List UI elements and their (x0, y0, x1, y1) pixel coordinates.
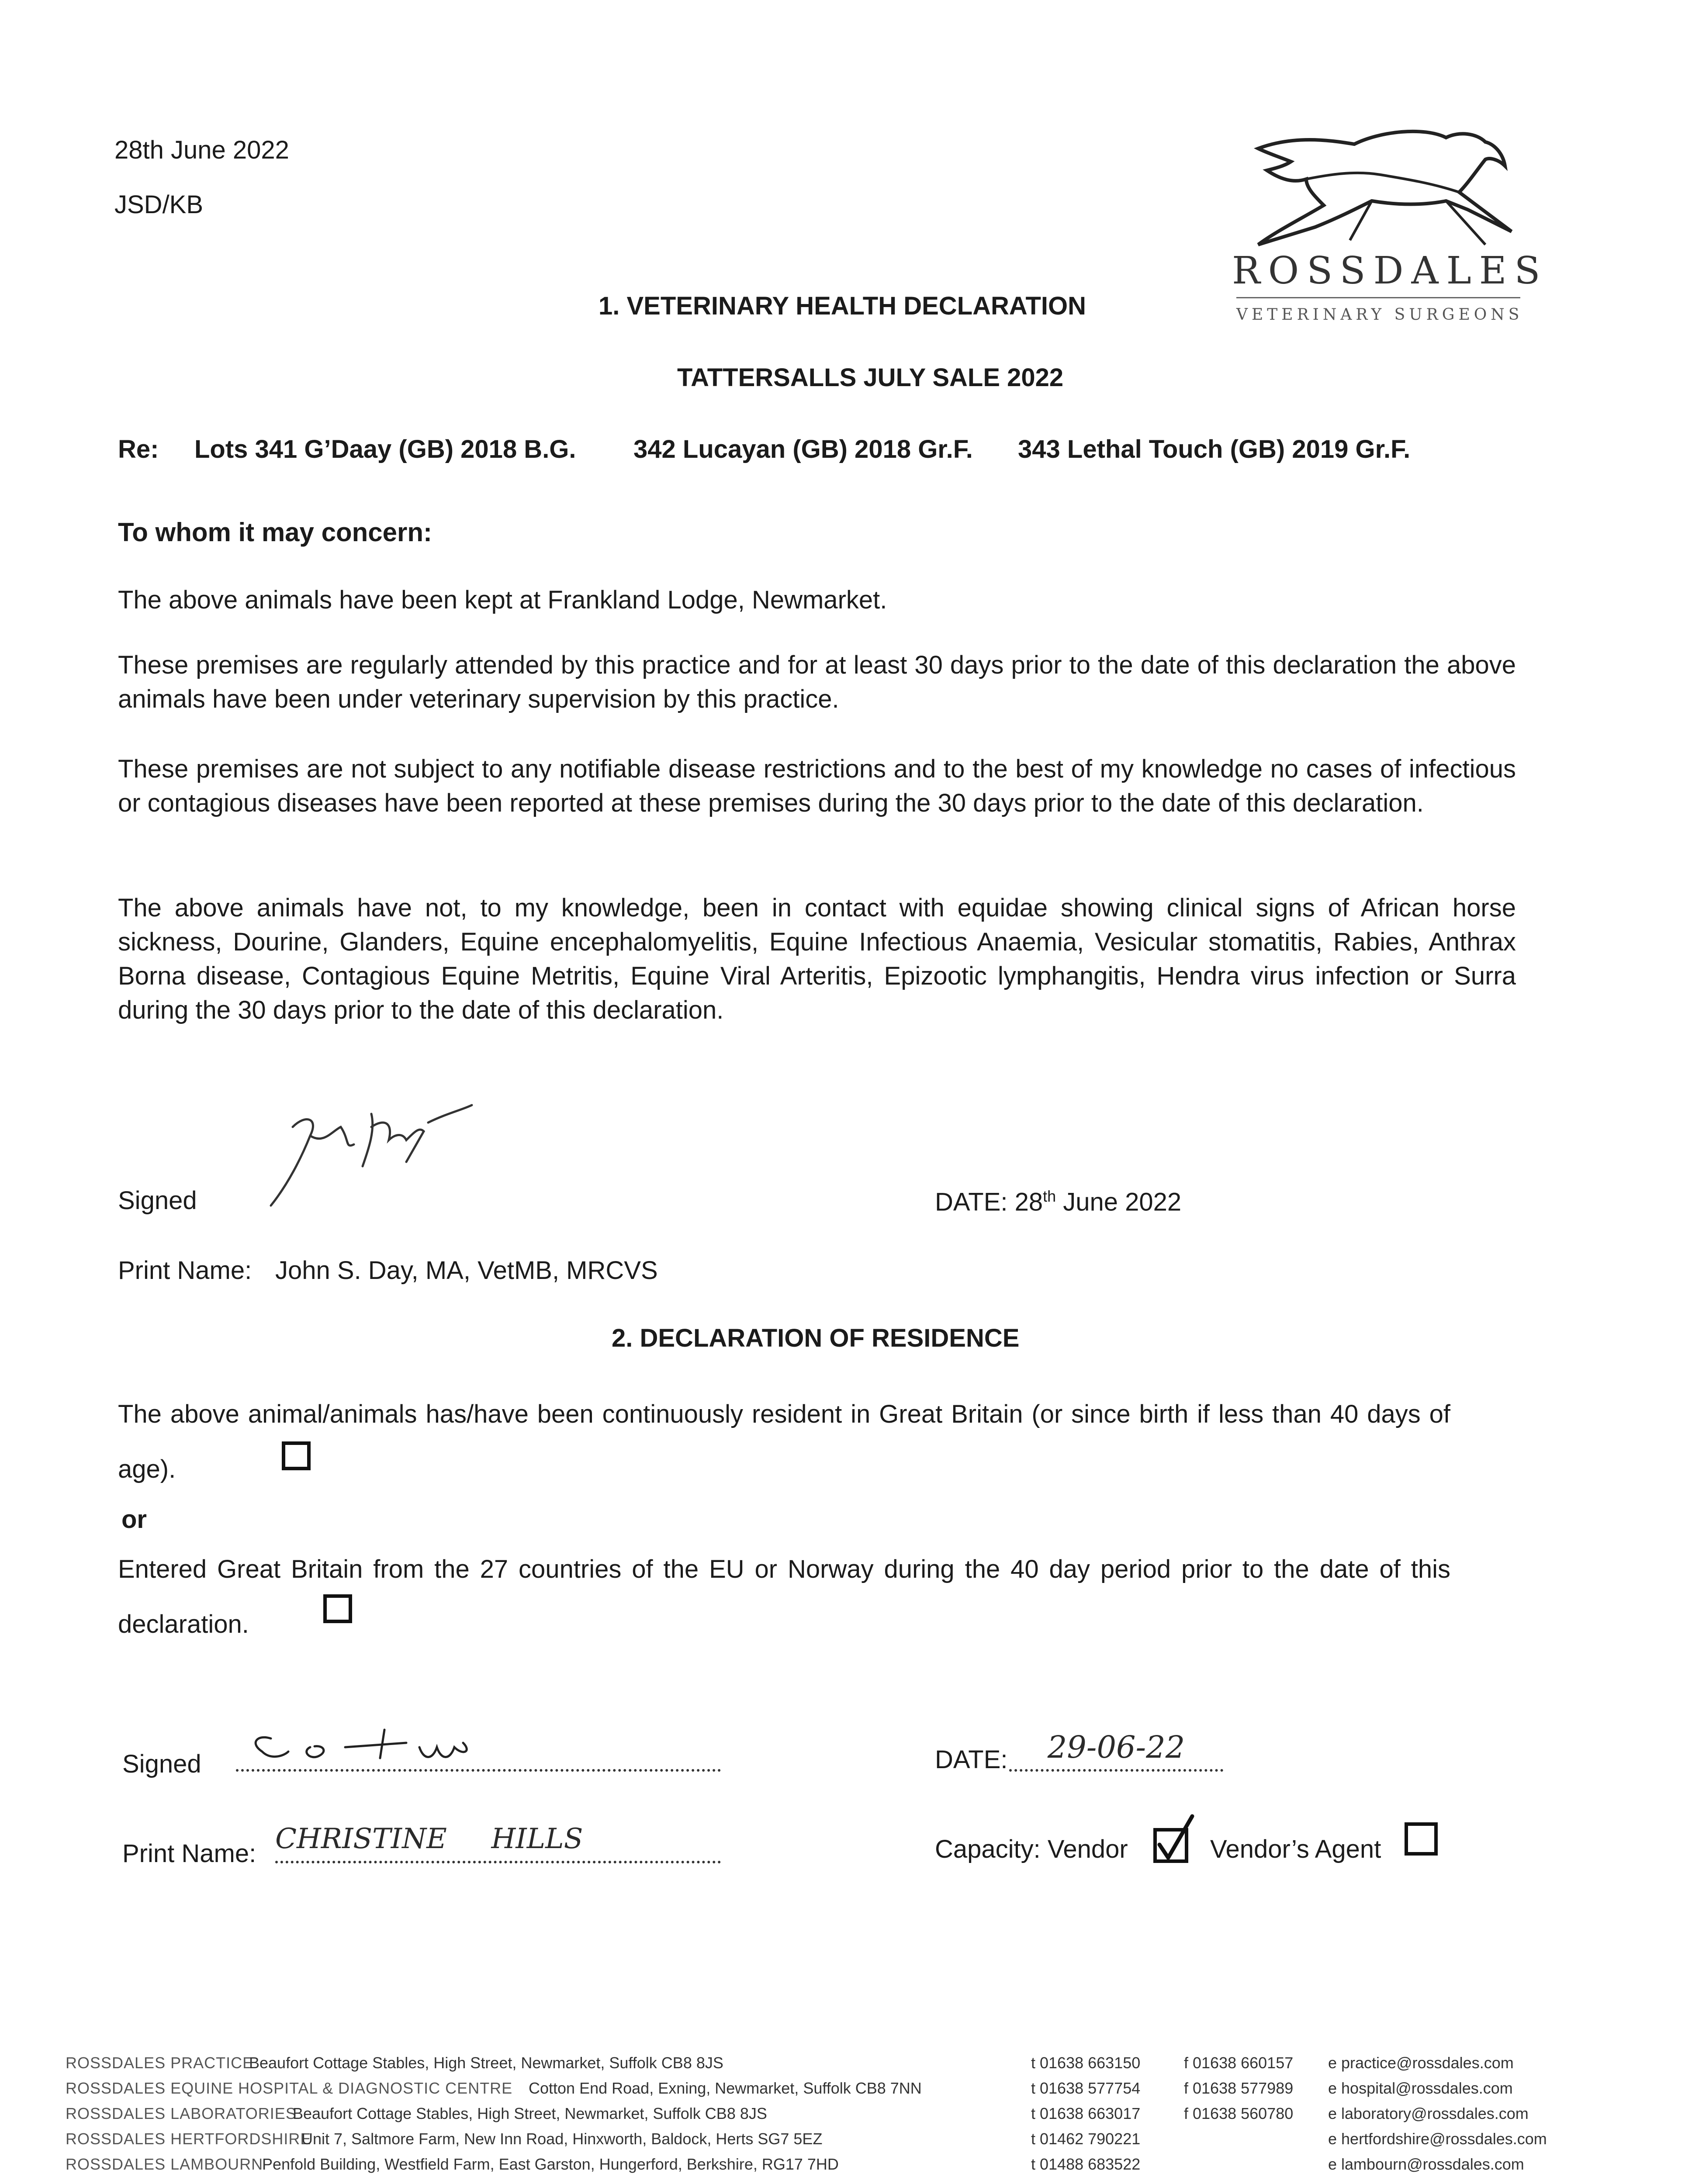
section2-title: 2. DECLARATION OF RESIDENCE (612, 1324, 1020, 1352)
footer-row-laboratories (66, 2105, 1660, 2129)
paragraph-contact: The above animals have not, to my knowledge, been in contact with equidae showing clinical signs of African horse sickness, Dourine, Glanders, Equine encephalomyelitis, Equine Infectious Anaemia, Vesicular stomatitis, Rabies, Anthrax Borna disease, Contagious Equine Metritis, Equine Viral Arteritis, Epizootic lymphangitis, Hendra virus infection or Surra during the 30 days prior to the date of this declaration. (118, 894, 1516, 1024)
vendor-print-name-value[interactable]: CHRISTINE HILLS (275, 1817, 721, 1863)
salutation: To whom it may concern: (118, 518, 432, 547)
checkmark-icon (1155, 1814, 1194, 1862)
capacity-vendor-label: Capacity: Vendor (935, 1835, 1128, 1863)
vendor-signature-line (236, 1721, 721, 1772)
footer-row-hospital (66, 2079, 1660, 2104)
rossdales-logo (1223, 118, 1548, 345)
vendor-signature-icon (236, 1721, 629, 1769)
footer-row-lambourn (66, 2155, 1660, 2180)
footer-practice-address: Beaufort Cottage Stables, High Street, Newmarket, Suffolk CB8 8JS (249, 2054, 723, 2072)
logo-name: ROSSDALES (1232, 249, 1548, 293)
footer-laboratories-name: ROSSDALES LABORATORIES (66, 2105, 297, 2122)
paragraph-supervision: These premises are regularly attended by this practice and for at least 30 days prior to the date of this declaration the above animals have been under veterinary supervision by this practice. (118, 651, 1516, 713)
footer-row-practice (66, 2054, 1660, 2078)
or-label: or (121, 1505, 147, 1534)
print-name-label: Print Name: (118, 1256, 252, 1285)
vet-signature-icon (262, 1088, 533, 1210)
paragraph-premises: The above animals have been kept at Frankland Lodge, Newmarket. (118, 586, 887, 614)
print-name-label-2: Print Name: (122, 1839, 256, 1868)
signed-label-2: Signed (122, 1750, 201, 1778)
residence-option-1-checkbox[interactable] (282, 1441, 311, 1470)
footer-hospital-name: ROSSDALES EQUINE HOSPITAL & DIAGNOSTIC CENTRE (66, 2079, 513, 2097)
lot-343: 343 Lethal Touch (GB) 2019 Gr.F. (1018, 435, 1411, 463)
section1-subtitle: TATTERSALLS JULY SALE 2022 (677, 363, 1064, 392)
residence-option-1 (118, 1387, 1450, 1497)
lot-341: Lots 341 G’Daay (GB) 2018 B.G. (194, 435, 576, 463)
footer-lambourn-name: ROSSDALES LAMBOURN (66, 2155, 263, 2173)
logo-tagline: VETERINARY SURGEONS (1236, 306, 1523, 324)
galloping-horse-logo-icon (1241, 118, 1520, 249)
footer-lambourn-email[interactable]: e lambourn@rossdales.com (1328, 2155, 1524, 2173)
date-main: DATE: 28 (935, 1188, 1043, 1216)
footer-hertfordshire-email[interactable]: e hertfordshire@rossdales.com (1328, 2130, 1547, 2148)
footer-hospital-tel: t 01638 577754 (1031, 2079, 1141, 2097)
residence-option-2-text: Entered Great Britain from the 27 countries of the EU or Norway during the 40 day period prior to the date of this declaration. (118, 1555, 1450, 1638)
letter-reference: JSD/KB (114, 190, 204, 219)
section1-title: 1. VETERINARY HEALTH DECLARATION (599, 292, 1086, 320)
letter-date: 28th June 2022 (114, 136, 289, 164)
footer-practice-email[interactable]: e practice@rossdales.com (1328, 2054, 1514, 2072)
footer-hospital-email[interactable]: e hospital@rossdales.com (1328, 2079, 1513, 2097)
date-superscript: th (1043, 1187, 1056, 1205)
re-label: Re: (118, 435, 159, 463)
footer-laboratories-fax: f 01638 560780 (1184, 2105, 1294, 2122)
footer-lambourn-tel: t 01488 683522 (1031, 2155, 1141, 2173)
residence-option-2 (118, 1542, 1450, 1652)
footer-practice-tel: t 01638 663150 (1031, 2054, 1141, 2072)
date-label-2: DATE: (935, 1745, 1008, 1774)
footer-hertfordshire-name: ROSSDALES HERTFORDSHIRE (66, 2130, 311, 2148)
footer-laboratories-tel: t 01638 663017 (1031, 2105, 1141, 2122)
vendor-agent-checkbox[interactable] (1405, 1822, 1438, 1856)
footer-hospital-address: Cotton End Road, Exning, Newmarket, Suffolk CB8 7NN (529, 2079, 922, 2097)
vendor-agent-label: Vendor’s Agent (1210, 1835, 1381, 1863)
footer-hospital-fax: f 01638 577989 (1184, 2079, 1294, 2097)
residence-option-2-checkbox[interactable] (323, 1594, 352, 1623)
vendor-date-value[interactable]: 29-06-22 (1009, 1725, 1223, 1772)
residence-option-1-text: The above animal/animals has/have been continuously resident in Great Britain (or since birth if less than 40 days of age). (118, 1400, 1450, 1483)
footer-lambourn-address: Penfold Building, Westfield Farm, East Garston, Hungerford, Berkshire, RG17 7HD (262, 2155, 839, 2173)
footer-hertfordshire-address: Unit 7, Saltmore Farm, New Inn Road, Hinxworth, Baldock, Herts SG7 5EZ (301, 2130, 823, 2148)
capacity-vendor-checkbox[interactable] (1153, 1828, 1188, 1863)
footer-practice-fax: f 01638 660157 (1184, 2054, 1294, 2072)
vet-print-name: John S. Day, MA, VetMB, MRCVS (275, 1256, 658, 1285)
section1-date (935, 1179, 1181, 1219)
footer-row-hertfordshire (66, 2130, 1660, 2154)
logo-divider (1236, 297, 1520, 298)
footer-laboratories-address: Beaufort Cottage Stables, High Street, Newmarket, Suffolk CB8 8JS (293, 2105, 767, 2122)
footer-laboratories-email[interactable]: e laboratory@rossdales.com (1328, 2105, 1529, 2122)
footer-practice-name: ROSSDALES PRACTICE (66, 2054, 254, 2072)
paragraph-restrictions: These premises are not subject to any notifiable disease restrictions and to the best of my knowledge no cases of infectious or contagious diseases have been reported at these premises during the 30 days prior to the date of this declaration. (118, 755, 1516, 817)
lot-342: 342 Lucayan (GB) 2018 Gr.F. (633, 435, 973, 463)
signed-label: Signed (118, 1186, 197, 1215)
date-rest: June 2022 (1056, 1188, 1182, 1216)
footer-hertfordshire-tel: t 01462 790221 (1031, 2130, 1141, 2148)
